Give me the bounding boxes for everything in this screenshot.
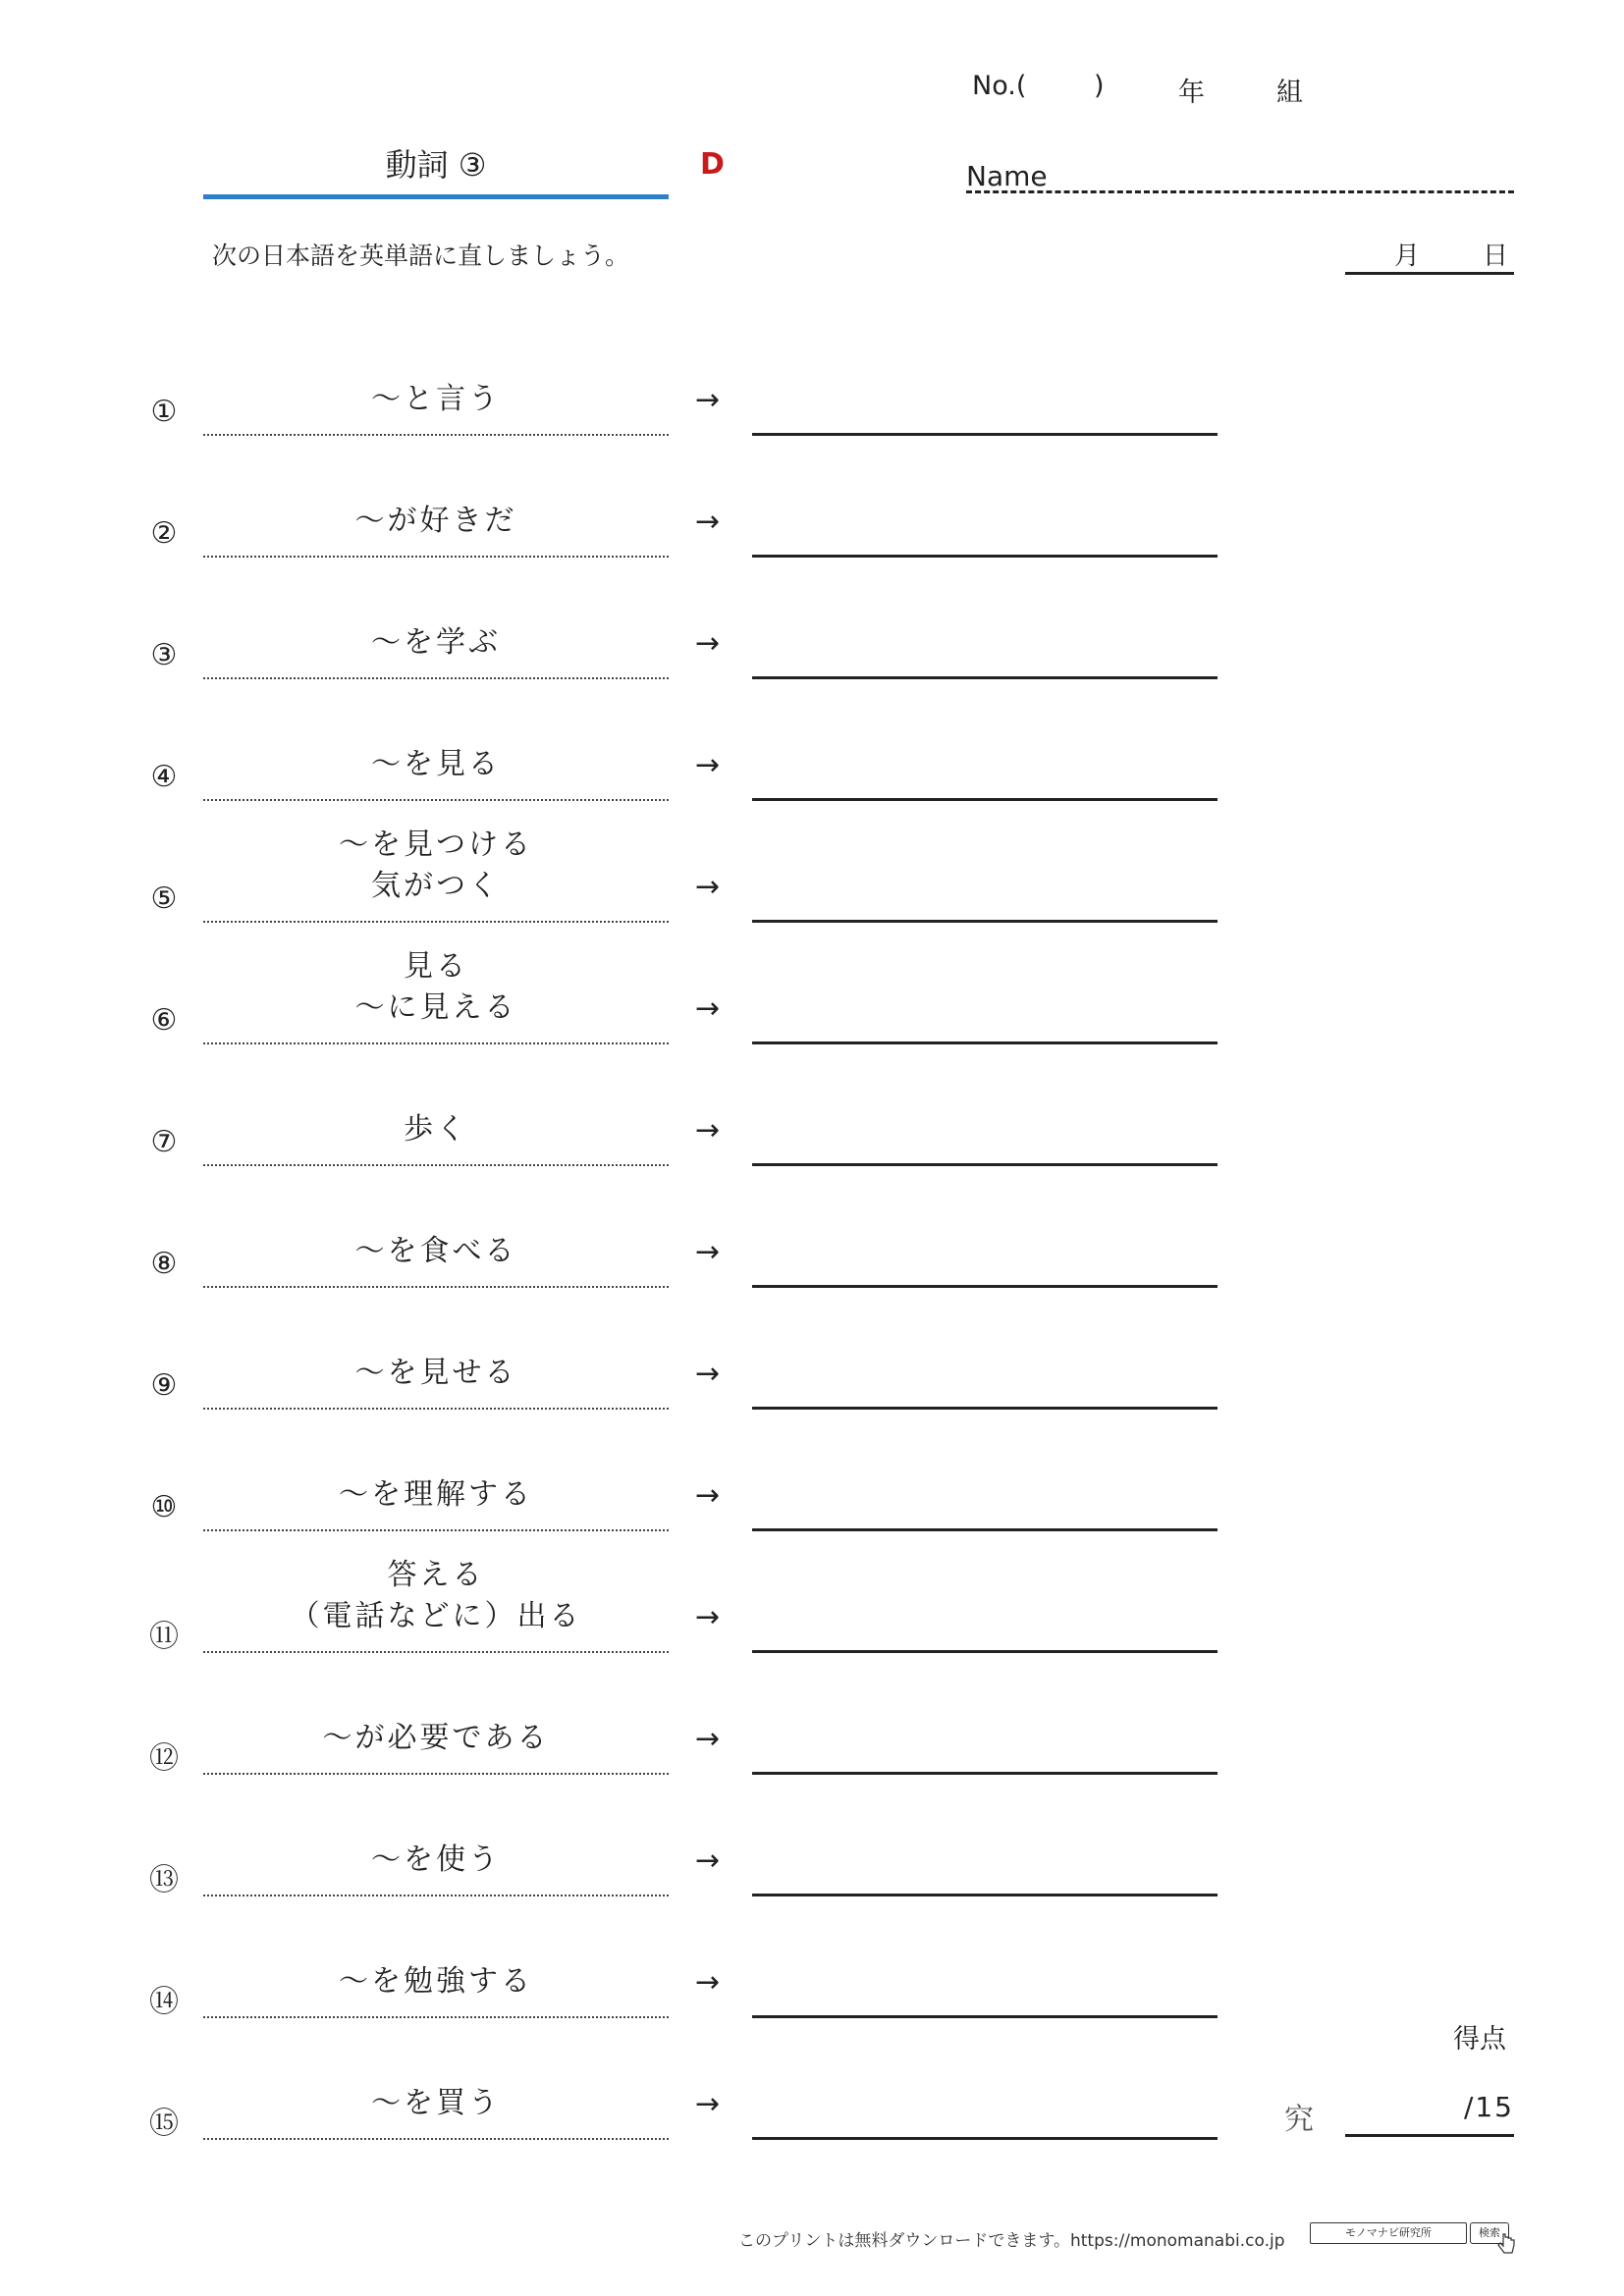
japanese-prompt xyxy=(203,1938,669,2018)
search-box[interactable]: モノマナビ研究所 xyxy=(1310,2222,1467,2244)
year-label: 年 xyxy=(1178,78,1205,108)
question-number: ① xyxy=(150,395,178,429)
pointer-hand-icon xyxy=(1496,2232,1516,2258)
answer-line[interactable] xyxy=(752,1451,1218,1531)
arrow-icon: → xyxy=(695,2087,721,2121)
question-row xyxy=(137,1816,1227,1938)
question-number: ③ xyxy=(150,638,178,672)
arrow-icon: → xyxy=(695,626,721,661)
instruction-text: 次の日本語を英単語に直しましょう。 xyxy=(212,241,630,270)
arrow-icon: → xyxy=(695,1113,721,1148)
question-number: ④ xyxy=(150,760,178,794)
japanese-prompt xyxy=(203,2059,669,2140)
arrow-icon: → xyxy=(695,1600,721,1634)
answer-line[interactable] xyxy=(752,1573,1218,1653)
arrow-icon: → xyxy=(695,1843,721,1878)
stamp-icon: 究 xyxy=(1284,2103,1314,2137)
arrow-icon: → xyxy=(695,1235,721,1269)
question-number: ⑩ xyxy=(150,1490,178,1524)
class-label: 組 xyxy=(1276,78,1303,108)
prompt-line: 歩く xyxy=(404,1112,468,1147)
japanese-prompt xyxy=(203,355,669,436)
prompt-line: ～が必要である xyxy=(322,1721,550,1755)
score-field[interactable]: /15 xyxy=(1345,2091,1514,2137)
question-row xyxy=(137,949,1227,1086)
search-button[interactable]: 検索 xyxy=(1470,2222,1509,2244)
japanese-prompt xyxy=(203,721,669,801)
score-label: 得点 xyxy=(1453,2024,1506,2055)
japanese-prompt xyxy=(203,1086,669,1166)
month-label: 月 xyxy=(1394,241,1421,271)
prompt-line: ～を勉強する xyxy=(339,1964,533,1999)
question-row xyxy=(137,477,1227,599)
prompt-line: （電話などに）出る xyxy=(290,1599,582,1633)
arrow-icon: → xyxy=(695,383,721,417)
prompt-line: 気がつく xyxy=(371,869,501,903)
japanese-prompt xyxy=(203,1558,669,1653)
answer-line[interactable] xyxy=(752,1694,1218,1775)
answer-line[interactable] xyxy=(752,355,1218,436)
question-number: ⑤ xyxy=(150,881,178,916)
answer-line[interactable] xyxy=(752,964,1218,1044)
answer-line[interactable] xyxy=(752,1816,1218,1896)
worksheet-title: 動詞 ③ xyxy=(203,141,669,199)
answer-line[interactable] xyxy=(752,1329,1218,1410)
question-row xyxy=(137,828,1227,964)
level-badge: D xyxy=(700,147,725,182)
arrow-icon: → xyxy=(695,1357,721,1391)
question-row xyxy=(137,599,1227,721)
question-row xyxy=(137,355,1227,477)
answer-line[interactable] xyxy=(752,842,1218,923)
arrow-icon: → xyxy=(695,505,721,539)
question-number: ⑪ xyxy=(149,1620,179,1654)
arrow-icon: → xyxy=(695,1965,721,2000)
question-number: ⑭ xyxy=(149,1985,179,2019)
prompt-line: ～を学ぶ xyxy=(371,625,501,660)
answer-line[interactable] xyxy=(752,721,1218,801)
prompt-line: ～を使う xyxy=(371,1842,501,1877)
question-number: ⑮ xyxy=(149,2107,179,2141)
question-row xyxy=(137,721,1227,842)
japanese-prompt xyxy=(203,949,669,1044)
prompt-line: ～を見つける xyxy=(339,828,533,862)
footer-text: このプリントは無料ダウンロードできます。https://monomanabi.co.jp xyxy=(738,2231,1285,2251)
number-close: ) xyxy=(1094,71,1105,101)
question-row xyxy=(137,1451,1227,1573)
question-number: ⑬ xyxy=(149,1863,179,1897)
prompt-line: ～を理解する xyxy=(339,1477,533,1512)
question-row xyxy=(137,1558,1227,1694)
arrow-icon: → xyxy=(695,748,721,782)
japanese-prompt xyxy=(203,1451,669,1531)
question-row xyxy=(137,1207,1227,1329)
arrow-icon: → xyxy=(695,1478,721,1513)
japanese-prompt xyxy=(203,1207,669,1288)
japanese-prompt xyxy=(203,1694,669,1775)
question-number: ② xyxy=(150,516,178,551)
answer-line[interactable] xyxy=(752,477,1218,558)
japanese-prompt xyxy=(203,828,669,923)
prompt-line: ～を食べる xyxy=(354,1234,517,1268)
question-row xyxy=(137,1694,1227,1816)
answer-line[interactable] xyxy=(752,1207,1218,1288)
japanese-prompt xyxy=(203,599,669,679)
prompt-line: ～に見える xyxy=(354,990,517,1025)
date-field[interactable] xyxy=(1345,234,1514,275)
question-row xyxy=(137,1086,1227,1207)
question-number: ⑧ xyxy=(150,1247,178,1281)
arrow-icon: → xyxy=(695,1722,721,1756)
japanese-prompt xyxy=(203,1329,669,1410)
number-label: No.( xyxy=(972,71,1027,101)
answer-line[interactable] xyxy=(752,599,1218,679)
question-row xyxy=(137,1329,1227,1451)
answer-line[interactable] xyxy=(752,2059,1218,2140)
arrow-icon: → xyxy=(695,870,721,904)
question-row xyxy=(137,2059,1227,2181)
question-number: ⑦ xyxy=(150,1125,178,1159)
question-row xyxy=(137,1938,1227,2059)
question-number: ⑨ xyxy=(150,1368,178,1403)
answer-line[interactable] xyxy=(752,1938,1218,2018)
day-label: 日 xyxy=(1483,241,1509,271)
prompt-line: ～が好きだ xyxy=(354,504,517,538)
question-number: ⑥ xyxy=(150,1003,178,1038)
arrow-icon: → xyxy=(695,991,721,1026)
prompt-line: ～を見せる xyxy=(354,1356,517,1390)
name-field[interactable]: Name xyxy=(966,163,1514,193)
answer-line[interactable] xyxy=(752,1086,1218,1166)
japanese-prompt xyxy=(203,1816,669,1896)
prompt-line: 答える xyxy=(387,1558,485,1592)
prompt-line: 見る xyxy=(404,949,468,984)
japanese-prompt xyxy=(203,477,669,558)
prompt-line: ～と言う xyxy=(371,382,501,416)
prompt-line: ～を見る xyxy=(371,747,501,781)
prompt-line: ～を買う xyxy=(371,2086,501,2120)
question-number: ⑫ xyxy=(149,1741,179,1776)
